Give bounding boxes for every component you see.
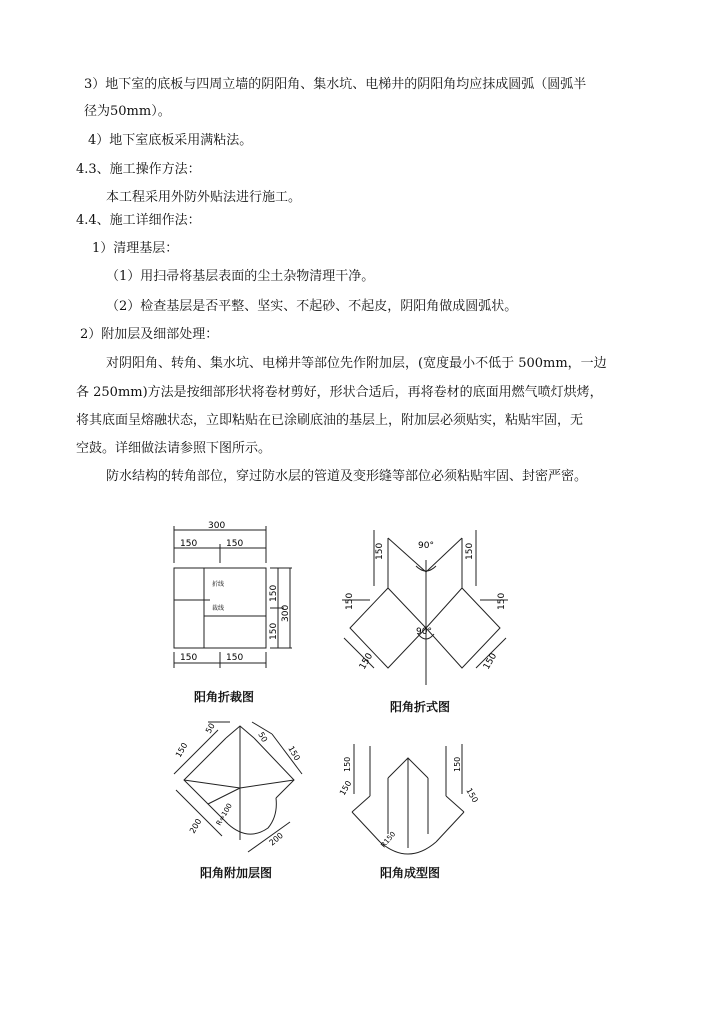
paragraph-line: 4）地下室底板采用满粘法。: [88, 133, 253, 148]
paragraph-line: 各 250mm)方法是按细部形状将卷材剪好，形状合适后，再将卷材的底面用燃气喷灯烘烤，: [76, 385, 603, 400]
section-heading: 4.4、施工详细作法：: [76, 213, 201, 228]
dimension-label: 150: [375, 542, 385, 560]
reinforcement-layer-diagram: [168, 718, 313, 858]
paragraph-line: 径为50mm）。: [84, 104, 171, 119]
dimension-label: 150: [180, 653, 198, 663]
angle-label: 90°: [416, 627, 432, 637]
dimension-label: 200: [187, 817, 204, 835]
cut-line-label: 裁线: [212, 605, 225, 612]
paragraph-line: 防水结构的转角部位，穿过防水层的管道及变形缝等部位必须粘贴牢固、封密严密。: [106, 469, 588, 484]
dimension-label: 300: [208, 521, 226, 531]
radius-label: R=100: [214, 802, 234, 827]
dimension-label: 150: [343, 756, 352, 772]
paragraph-line: 空鼓。详细做法请参照下图所示。: [76, 441, 272, 456]
dimension-label: 150: [345, 592, 355, 610]
dimension-label: 50: [203, 721, 217, 735]
dimension-label: 150: [269, 622, 279, 640]
fold-form-diagram: [330, 520, 520, 690]
dimension-label: 150: [286, 744, 302, 763]
section-heading: 4.3、施工操作方法：: [76, 162, 201, 177]
dimension-label: 150: [269, 584, 279, 602]
dimension-label: 150: [226, 539, 244, 549]
subsection-heading: 2）附加层及细部处理：: [80, 327, 219, 342]
paragraph-line: 将其底面呈熔融状态，立即粘贴在已涂刷底油的基层上，附加层必须贴实，粘贴牢固，无: [76, 413, 584, 428]
dimension-label: 150: [357, 651, 376, 672]
dimension-label: 150: [226, 653, 244, 663]
dimension-label: 200: [267, 830, 285, 848]
figure-caption: 阳角折裁图: [194, 690, 255, 704]
radius-label: R150: [379, 830, 398, 850]
dimension-label: 150: [173, 741, 190, 759]
paragraph-line: （2）检查基层是否平整、坚实、不起砂、不起皮，阴阳角做成圆弧状。: [106, 299, 518, 314]
angle-label: 90°: [418, 541, 434, 551]
fold-line-label: 折线: [212, 581, 225, 588]
dimension-label: 150: [481, 651, 500, 672]
figure-caption: 阳角折式图: [390, 700, 451, 714]
paragraph-line: 本工程采用外防外贴法进行施工。: [106, 190, 302, 205]
figure-caption: 阳角成型图: [380, 866, 441, 880]
dimension-label: 150: [465, 542, 475, 560]
subsection-heading: 1）清理基层：: [92, 241, 179, 256]
dimension-label: 300: [281, 604, 291, 622]
paragraph-line: 对阴阳角、转角、集水坑、电梯井等部位先作附加层，(宽度最小不低于 500mm，一边: [106, 356, 607, 371]
dimension-label: 150: [180, 539, 198, 549]
dimension-label: 50: [256, 730, 270, 744]
dimension-label: 150: [497, 592, 507, 610]
paragraph-line: 3）地下室的底板与四周立墙的阴阳角、集水坑、电梯井的阴阳角均应抹成圆弧（圆弧半: [84, 77, 587, 92]
figure-caption: 阳角附加层图: [200, 866, 273, 880]
dimension-label: 150: [464, 786, 480, 805]
formed-corner-diagram: [330, 738, 490, 862]
paragraph-line: （1）用扫帚将基层表面的尘土杂物清理干净。: [106, 269, 375, 284]
dimension-label: 150: [453, 756, 462, 772]
dimension-label: 150: [337, 779, 354, 797]
fold-cut-diagram: [160, 518, 300, 670]
